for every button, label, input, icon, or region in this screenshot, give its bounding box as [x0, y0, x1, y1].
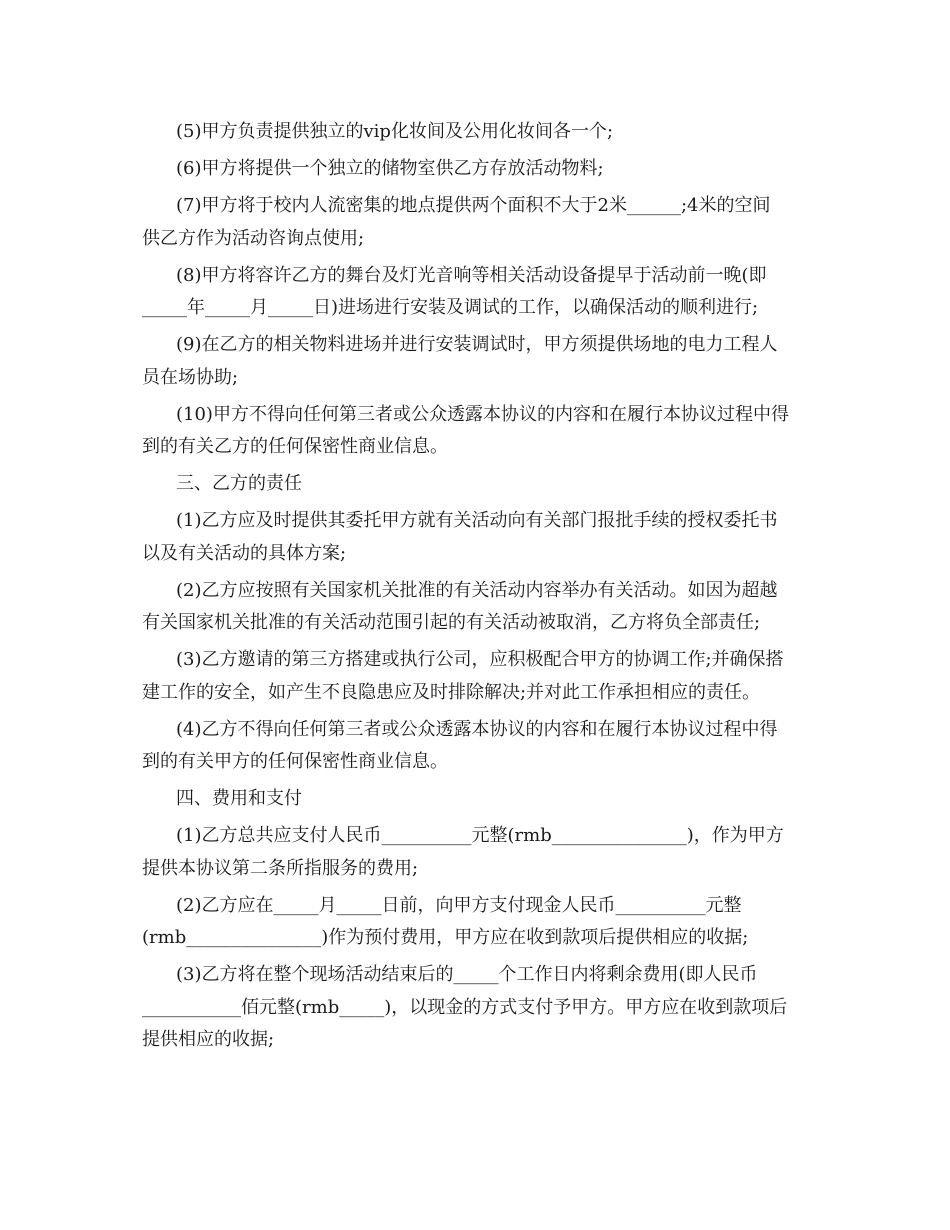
- paragraph-line: (1)乙方总共应支付人民币__________元整(rmb_______________)，作为甲方: [176, 825, 784, 846]
- clause-paragraph: [142, 820, 814, 885]
- paragraph-line: _____年_____月_____日)进场进行安装及调试的工作，以确保活动的顺利进行;: [142, 297, 759, 318]
- paragraph-line: 以及有关活动的具体方案;: [142, 542, 347, 564]
- clause-paragraph: [142, 959, 814, 1057]
- paragraph-line: ___________佰元整(rmb_____)，以现金的方式支付予甲方。甲方应在收到款项后: [142, 996, 788, 1018]
- paragraph-line: (7)甲方将于校内人流密集的地点提供两个面积不大于2米______;4米的空间: [176, 195, 771, 216]
- paragraph-line: (3)乙方邀请的第三方搭建或执行公司，应积极配合甲方的协调工作;并确保搭: [176, 649, 784, 670]
- paragraph-line: 到的有关甲方的任何保密性商业信息。: [142, 751, 448, 772]
- clause-paragraph: [142, 190, 814, 255]
- paragraph-line: 提供相应的收据;: [142, 1029, 275, 1050]
- paragraph-line: 到的有关乙方的任何保密性商业信息。: [142, 436, 448, 457]
- paragraph-line: (2)乙方应在_____月_____日前，向甲方支付现金人民币__________元整: [176, 894, 742, 916]
- paragraph-line: (6)甲方将提供一个独立的储物室供乙方存放活动物料;: [176, 158, 604, 179]
- paragraph-line: (rmb_______________)作为预付费用，甲方应在收到款项后提供相应的收据;: [142, 927, 749, 948]
- heading-text: 三、乙方的责任: [176, 473, 302, 494]
- paragraph-line: 供乙方作为活动咨询点使用;: [142, 227, 365, 249]
- clause-paragraph: [142, 505, 814, 570]
- clause-paragraph: [142, 399, 814, 464]
- paragraph-line: (2)乙方应按照有关国家机关批准的有关活动内容举办有关活动。如因为超越: [176, 579, 778, 601]
- paragraph-line: 有关国家机关批准的有关活动范围引起的有关活动被取消，乙方将负全部责任;: [142, 612, 761, 633]
- paragraph-line: (4)乙方不得向任何第三者或公众透露本协议的内容和在履行本协议过程中得: [176, 718, 778, 740]
- heading-text: 四、费用和支付: [176, 788, 302, 809]
- paragraph-line: (10)甲方不得向任何第三者或公众透露本协议的内容和在履行本协议过程中得: [176, 403, 789, 425]
- clause-paragraph: [142, 890, 814, 955]
- clause-paragraph: [142, 116, 814, 149]
- paragraph-line: (3)乙方将在整个现场活动结束后的_____个工作日内将剩余费用(即人民币: [176, 964, 758, 985]
- paragraph-line: (5)甲方负责提供独立的vip化妆间及公用化妆间各一个;: [176, 121, 614, 142]
- section-heading: [142, 468, 814, 501]
- paragraph-line: (1)乙方应及时提供其委托甲方就有关活动向有关部门报批手续的授权委托书: [176, 510, 778, 531]
- paragraph-line: (9)在乙方的相关物料进场并进行安装调试时，甲方须提供场地的电力工程人: [176, 334, 778, 355]
- clause-paragraph: [142, 644, 814, 709]
- paragraph-line: 提供本协议第二条所指服务的费用;: [142, 857, 419, 879]
- clause-paragraph: [142, 153, 814, 186]
- paragraph-line: (8)甲方将容许乙方的舞台及灯光音响等相关活动设备提早于活动前一晚(即: [176, 264, 767, 286]
- clause-paragraph: [142, 714, 814, 779]
- clause-paragraph: [142, 575, 814, 640]
- document-body: [142, 116, 814, 1061]
- section-heading: [142, 783, 814, 816]
- paragraph-line: 员在场协助;: [142, 366, 239, 388]
- paragraph-line: 建工作的安全，如产生不良隐患应及时排除解决;并对此工作承担相应的责任。: [142, 681, 761, 703]
- clause-paragraph: [142, 260, 814, 325]
- clause-paragraph: [142, 329, 814, 394]
